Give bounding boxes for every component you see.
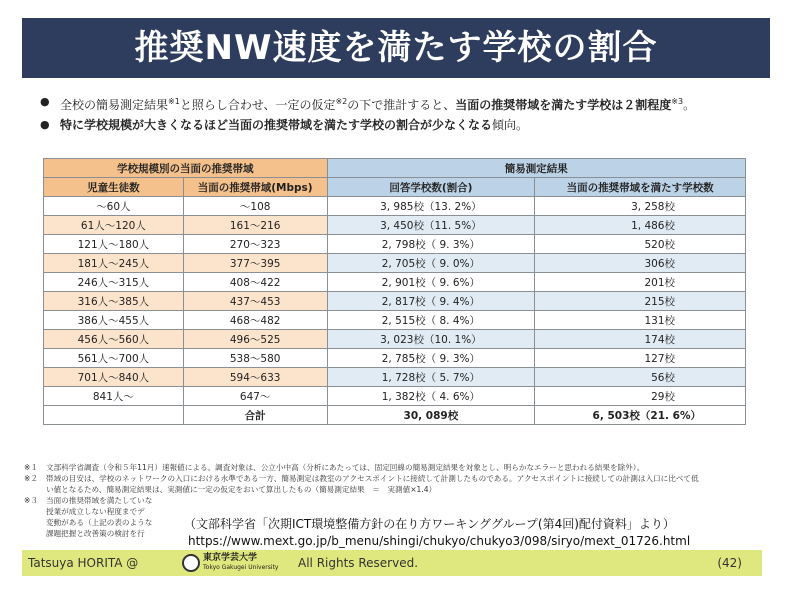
cell-meet: 201校 (535, 273, 746, 292)
source-url: https://www.mext.go.jp/b_menu/shingi/chukyo/chukyo3/098/siryo/mext_01726.html (188, 534, 691, 548)
cell-students: 181人～245人 (44, 254, 184, 273)
footnote-mark (24, 484, 46, 495)
cell-students: 121人～180人 (44, 235, 184, 254)
cell-meet: 3, 258校 (535, 197, 746, 216)
table-row (44, 311, 746, 330)
total-row (44, 406, 746, 425)
cell-meet: 1, 486校 (535, 216, 746, 235)
footer-rights: All Rights Reserved. (298, 556, 419, 570)
footnote-text: い値となるため、簡易測定結果は、実測値に一定の仮定をおいて算出したもの（簡易測定結果 ＝ 実測値×1.4） (46, 485, 437, 494)
footnote-text: 変動がある（上記の表のような (46, 518, 153, 527)
cell-meet: 215校 (535, 292, 746, 311)
group-header-left: 学校規模別の当面の推奨帯域 (44, 159, 328, 178)
footnote-mark (24, 517, 46, 528)
cell-answered: 2, 705校（ 9. 0%） (327, 254, 535, 273)
cell-students: 386人～455人 (44, 311, 184, 330)
bullet-1-end: 。 (683, 98, 696, 112)
cell-students: 701人～840人 (44, 368, 184, 387)
cell-meet: 520校 (535, 235, 746, 254)
table-row (44, 273, 746, 292)
university-logo (182, 553, 282, 573)
table-row (44, 292, 746, 311)
table-row (44, 368, 746, 387)
footnote (24, 462, 764, 473)
cell-students: 561人～700人 (44, 349, 184, 368)
cell-meet: 56校 (535, 368, 746, 387)
cell-students: 841人～ (44, 387, 184, 406)
cell-meet: 174校 (535, 330, 746, 349)
footnote-text: 授業が成立しない程度までデ (46, 507, 145, 516)
cell-answered: 2, 901校（ 9. 6%） (327, 273, 535, 292)
total-label: 合計 (183, 406, 327, 425)
bullet-2-end: 傾向。 (492, 118, 529, 132)
footnote-text: 文部科学省調査（令和５年11月）速報値による。調査対象は、公立小中高（分析にあたっては、固定回線の簡易測定結果を対象とし、明らかなエラーと思われる結果を除外）。 (46, 463, 645, 472)
footnote-mark: ※２ (24, 474, 38, 483)
bullet-1 (40, 92, 760, 115)
cell-band: 647～ (183, 387, 327, 406)
cell-answered: 1, 728校（ 5. 7%） (327, 368, 535, 387)
note-ref: ※1 (168, 97, 180, 106)
cell-answered: 2, 785校（ 9. 3%） (327, 349, 535, 368)
bullet-dot-icon: ● (40, 118, 50, 131)
bullet-1-text-mid2: の下で推計すると、 (347, 98, 456, 112)
seal-icon (182, 554, 200, 572)
cell-band: 408～422 (183, 273, 327, 292)
bullet-2 (40, 115, 760, 135)
table-row (44, 349, 746, 368)
total-answered: 30, 089校 (327, 406, 535, 425)
cell-band: 377～395 (183, 254, 327, 273)
footer-bar (22, 550, 762, 576)
source-citation (178, 514, 750, 552)
cell-meet: 127校 (535, 349, 746, 368)
table-row (44, 254, 746, 273)
table-row (44, 235, 746, 254)
cell-answered: 1, 382校（ 4. 6%） (327, 387, 535, 406)
cell-answered: 3, 985校（13. 2%） (327, 197, 535, 216)
bullet-1-text-mid: と照らし合わせ、一定の仮定 (179, 98, 336, 112)
cell-answered: 3, 023校（10. 1%） (327, 330, 535, 349)
cell-students: 316人～385人 (44, 292, 184, 311)
footnote-text: 帯域の目安は、学校のネットワークの入口における水準である一方、簡易測定は教室のアクセスポイントに接続して計測したものである。アクセスポイントに接続しての計測は入口に比べて低 (46, 474, 699, 483)
table-row (44, 387, 746, 406)
cell-meet: 306校 (535, 254, 746, 273)
table-row (44, 197, 746, 216)
col-header-band: 当面の推奨帯域(Mbps) (183, 178, 327, 197)
footnote-mark (24, 506, 46, 517)
col-header-meet: 当面の推奨帯域を満たす学校数 (535, 178, 746, 197)
cell-meet: 131校 (535, 311, 746, 330)
cell-band: 538～580 (183, 349, 327, 368)
source-line-1: （文部科学省「次期ICT環境整備方針の在り方ワーキンググループ(第4回)配付資料」より） (184, 517, 675, 531)
note-ref: ※3 (671, 97, 684, 106)
bullet-list (40, 92, 760, 135)
table-row (44, 216, 746, 235)
total-blank (44, 406, 184, 425)
bullet-2-emphasis: 特に学校規模が大きくなるほど当面の推奨帯域を満たす学校の割合が少なくなる (60, 118, 493, 132)
cell-students: 246人～315人 (44, 273, 184, 292)
slide-title: 推奨NW速度を満たす学校の割合 (22, 18, 770, 78)
cell-band: 496～525 (183, 330, 327, 349)
cell-answered: 3, 450校（11. 5%） (327, 216, 535, 235)
note-ref: ※2 (335, 97, 348, 106)
bullet-dot-icon: ● (40, 95, 50, 108)
cell-answered: 2, 515校（ 8. 4%） (327, 311, 535, 330)
cell-answered: 2, 817校（ 9. 4%） (327, 292, 535, 311)
cell-meet: 29校 (535, 387, 746, 406)
cell-band: 270～323 (183, 235, 327, 254)
page-number: (42) (717, 556, 742, 570)
footnote-mark: ※３ (24, 496, 38, 505)
bullet-1-text: 全校の簡易測定結果 (60, 98, 169, 112)
footnote (24, 484, 764, 495)
footnote-mark (24, 528, 46, 539)
col-header-students: 児童生徒数 (44, 178, 184, 197)
footnote-mark: ※１ (24, 463, 38, 472)
footer-author: Tatsuya HORITA @ (28, 556, 139, 570)
cell-students: 61人～120人 (44, 216, 184, 235)
cell-students: ～60人 (44, 197, 184, 216)
cell-band: 468～482 (183, 311, 327, 330)
bandwidth-table (43, 158, 746, 425)
cell-band: 161～216 (183, 216, 327, 235)
cell-band: 594～633 (183, 368, 327, 387)
footnote-text: 当面の推奨帯域を満たしていな (46, 496, 153, 505)
total-meet: 6, 503校（21. 6%） (535, 406, 746, 425)
col-header-answered: 回答学校数(割合) (327, 178, 535, 197)
logo-name-jp: 東京学芸大学 (203, 553, 258, 563)
cell-band: 437～453 (183, 292, 327, 311)
group-header-right: 簡易測定結果 (327, 159, 745, 178)
bullet-1-emphasis: 当面の推奨帯域を満たす学校は２割程度 (455, 98, 672, 112)
footnote-text: 課題把握と改善策の検討を行 (46, 529, 145, 538)
cell-students: 456人～560人 (44, 330, 184, 349)
cell-answered: 2, 798校（ 9. 3%） (327, 235, 535, 254)
table-row (44, 330, 746, 349)
footnote (24, 473, 764, 484)
footnote (24, 495, 764, 506)
logo-name-en: Tokyo Gakugei University (203, 564, 279, 571)
cell-band: ～108 (183, 197, 327, 216)
